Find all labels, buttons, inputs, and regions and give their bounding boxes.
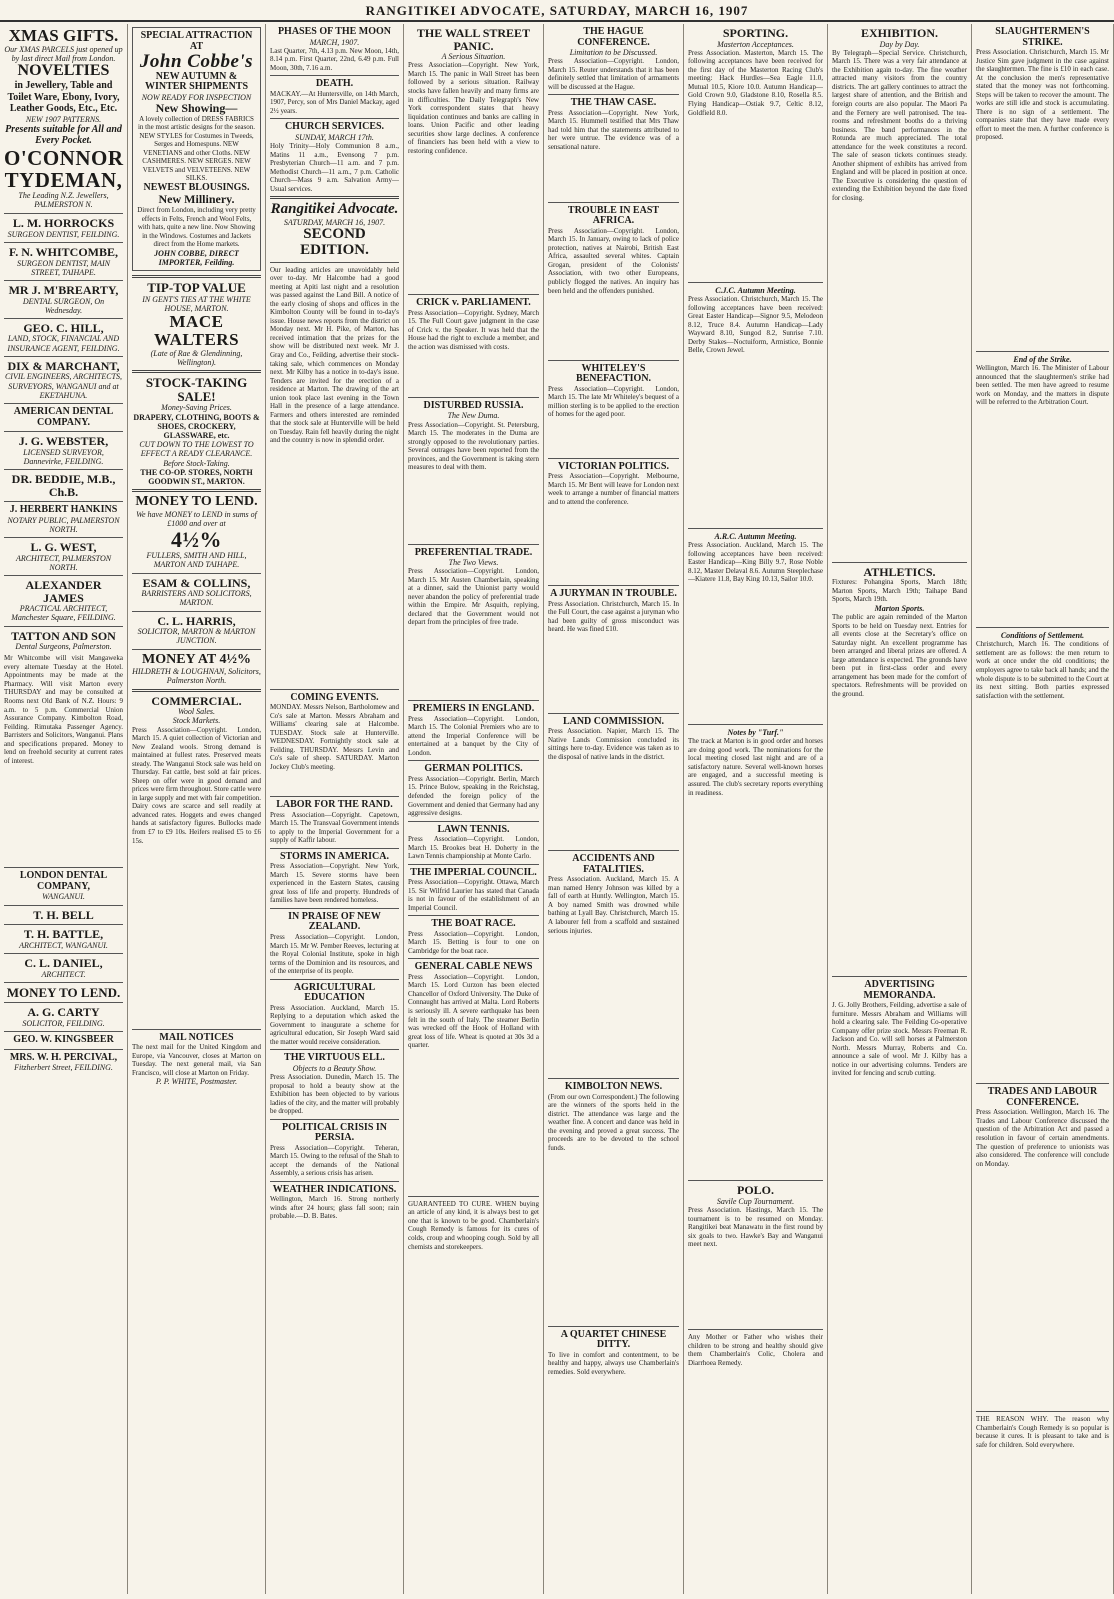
- kingsbeer-name: GEO. W. KINGSBEER: [13, 1034, 114, 1046]
- virtuous-ell-subtitle: Objects to a Beauty Show.: [292, 1063, 377, 1073]
- polo-subtitle: Savile Cup Tournament.: [716, 1196, 795, 1206]
- battle-name: T. H. BATTLE,: [23, 927, 104, 942]
- whiteley-body: Press Association—Copyright. London, March 15. The late Mr Whiteley's bequest of a million sterling is to be applied to the erection of homes for the aged poor.: [548, 384, 679, 419]
- turf-notes-body: The track at Marton is in good order and horses are doing good work. The nominations for the local meeting closed last night and are of a satisfactory nature. Several well-known horses are engaged, and a successful meeting is assured. The club's secretary reports everything in readiness.: [688, 737, 823, 797]
- london-dental-name: LONDON DENTAL COMPANY,: [19, 870, 108, 892]
- interest-rate-firm: FULLERS, SMITH AND HILL, MARTON AND TAIHAPE.: [146, 551, 247, 570]
- polo-body: Press Association. Hastings, March 15. The tournament is to be resumed on Monday. Rangitikei beat Manawatu in the first round by six goals to two. Hawke's Bay and Wanganui meet next.: [688, 1206, 823, 1249]
- blousings-heading: NEWEST BLOUSINGS.: [143, 181, 250, 193]
- advertising-memoranda-body: J. G. Jolly Brothers, Feilding, advertise a sale of furniture. Messrs Abraham and Williams will hold a clearing sale. The Feilding Co-operative Company offer prize stock. Messrs Freeman R. Jackson and Co. will sell horses at Palmerston North. Messrs Murray, Roberts and Co. announce a sale of wool. Mr J. Kilby has a notice in our advertising columns. Tenders are invited for fencing and scrub cutting.: [832, 1001, 967, 1078]
- presents-text: Presents suitable for All and Every Pocket.: [5, 123, 122, 147]
- esam-collins-subtitle: BARRISTERS AND SOLICITORS, MARTON.: [141, 589, 252, 608]
- money-to-lend: MONEY TO LEND.: [6, 984, 121, 1000]
- hankins-subtitle: NOTARY PUBLIC, PALMERSTON NORTH.: [7, 515, 120, 534]
- conditions-heading: Conditions of Settlement.: [1000, 631, 1085, 641]
- wall-street-body: Press Association—Copyright. New York, March 15. The panic in Wall Street has been followed by a serious situation. Railway stocks have fallen heavily and many firms are in difficulties. The Daily Telegraph's New York correspondent states that heavy liquidation continues and banks are calling in loans. Union Pacific and other leading securities show large declines. A conference of financiers has been held with a view to restoring confidence.: [408, 61, 539, 155]
- stock-taking-heading: STOCK-TAKING SALE!: [145, 375, 248, 404]
- col1-body-text: Mr Whitcombe will visit Mangaweka every alternate Tuesday at the Hotel. Appointments may be made at the Pharmacy. Will visit Marton every THURSDAY and may be consulted at Rooms next Old Bank of N.Z. Hours: 9 a.m. to 5 p.m. Commercial Union Assurance Company. Kimbolton Road, Feilding. Rimutaka Passenger Agency. Barristers and Solicitors, Wanganui. Plans and specifications prepared. Money to lend on freehold security at current rates of interest.: [4, 654, 123, 765]
- kimbolton-news-body: (From our own Correspondent.) The following are the winners of the sports held in the district. The attendance was large and the weather fine. A concert and dance was held in the evening and proved a great success. The proceeds are to be devoted to the school funds.: [548, 1092, 679, 1152]
- daniel-name: C. L. DANIEL,: [24, 955, 103, 970]
- chinese-ditty-heading: A QUARTET CHINESE DITTY.: [560, 1328, 667, 1351]
- coming-events-body: MONDAY. Messrs Nelson, Bartholomew and Co's sale at Marton. Messrs Abraham and Williams' clearing sale at Halcombe. TUESDAY. Stock sale at Hunterville. WEDNESDAY. Fortnightly stock sale at Feilding. THURSDAY. Messrs Levin and Co's sale of sheep. SATURDAY. Marton Jockey Club's meeting.: [270, 703, 399, 771]
- special-attraction: SPECIAL ATTRACTION AT: [140, 30, 253, 52]
- cobbe-address: JOHN COBBE, DIRECT IMPORTER, Feilding.: [154, 248, 239, 267]
- wall-street-heading: THE WALL STREET PANIC.: [416, 26, 531, 53]
- stock-taking-subtitle: Money-Saving Prices.: [161, 403, 232, 413]
- new-patterns: NEW 1907 PATTERNS.: [25, 114, 102, 124]
- virtuous-ell-heading: THE VIRTUOUS ELL.: [284, 1052, 385, 1064]
- accidents-heading: ACCIDENTS AND FATALITIES.: [572, 853, 655, 875]
- thaw-case-heading: THE THAW CASE.: [570, 97, 657, 109]
- victorian-politics-body: Press Association—Copyright. Melbourne, March 15. Mr Bent will leave for London next week to arrange a number of financial matters and to attend the conference.: [548, 472, 679, 506]
- interest-rate: 4½%: [171, 527, 222, 553]
- general-cable-body: Press Association—Copyright. London, March 15. Lord Curzon has been elected Chancellor of Oxford University. The Duke of Connaught has arrived at Malta. Lord Roberts is seriously ill. A severe earthquake has been felt in the south of Italy. The steamer Berlin was wrecked off the Hook of Holland with great loss of life. Wheat is quoted at 30s 3d a quarter.: [408, 972, 539, 1050]
- column-exhibition: [828, 24, 972, 1594]
- boat-race-heading: THE BOAT RACE.: [431, 918, 516, 930]
- xmas-gifts-body: Our XMAS PARCELS just opened up by last direct Mail from London.: [4, 44, 123, 64]
- cobbe-body-1: A lovely collection of DRESS FABRICS in the most artistic designs for the season. NEW STYLES for Costumes in Tweeds, Serges and Homespuns. NEW VENETIANS and other Cloths. NEW CASHMERES. NEW SERGES. NEW VELVETS and VELVETEENS. NEW SILKS.: [137, 114, 256, 183]
- masthead: RANGITIKEI ADVOCATE, SATURDAY, MARCH 16, 1907: [0, 0, 1114, 22]
- postmaster-signature: P. P. WHITE, Postmaster.: [155, 1077, 238, 1087]
- persia-body: Press Association—Copyright. Teheran, March 15. Owing to the refusal of the Shah to accept the demands of the National Assembly, a serious crisis has arisen.: [270, 1143, 399, 1178]
- paper-title: Rangitikei Advocate.: [270, 201, 399, 218]
- inspection-note: NOW READY FOR INSPECTION: [141, 92, 252, 102]
- jewellery-text: in Jewellery, Table and Toilet Ware, Ebony, Ivory, Leather Goods, Etc., Etc.: [7, 80, 120, 115]
- east-africa-heading: TROUBLE IN EAST AFRICA.: [567, 204, 660, 227]
- column-hague-news: [544, 24, 684, 1594]
- hague-subtitle: Limitation to be Discussed.: [569, 48, 658, 57]
- percival-subtitle: Fitzherbert Street, FEILDING.: [14, 1063, 113, 1073]
- james-subtitle: PRACTICAL ARCHITECT, Manchester Square, FEILDING.: [11, 604, 116, 623]
- victorian-politics-heading: VICTORIAN POLITICS.: [558, 460, 669, 472]
- hill-subtitle: LAND, STOCK, FINANCIAL AND INSURANCE AGENT, FEILDING.: [7, 334, 120, 353]
- new-showing-heading: New Showing—: [155, 101, 238, 116]
- john-cobbe-title: John Cobbe's: [139, 51, 254, 72]
- dix-marchant-subtitle: CIVIL ENGINEERS, ARCHITECTS, SURVEYORS, WANGANUI and at EKETAHUNA.: [4, 372, 123, 400]
- weather-heading: WEATHER INDICATIONS.: [272, 1183, 397, 1195]
- death-heading: DEATH.: [315, 78, 354, 90]
- death-notice: MACKAY.—At Huntersville, on 14th March, 1907, Percy, son of Mrs Daniel Mackay, aged 2½ years.: [270, 89, 399, 115]
- money-at-rate-firm: HILDRETH & LOUGHNAN, Solicitors, Palmerston North.: [132, 667, 261, 686]
- praise-nz-heading: IN PRAISE OF NEW ZEALAND.: [288, 910, 381, 933]
- advertising-memoranda-heading: ADVERTISING MEMORANDA.: [863, 979, 936, 1001]
- trades-labour-heading: TRADES AND LABOUR CONFERENCE.: [987, 1086, 1098, 1108]
- mace-walters-name: MACE WALTERS: [153, 312, 240, 349]
- kimbolton-news-heading: KIMBOLTON NEWS.: [564, 1081, 663, 1093]
- money-to-lend-heading: MONEY TO LEND.: [135, 494, 258, 510]
- carty-subtitle: SOLICITOR, FEILDING.: [22, 1018, 105, 1028]
- east-africa-body: Press Association—Copyright. London, March 15. In January, owing to lack of police protection, natives at Nairobi, British East Africa, assaulted several whites. Captain Grogan, president of the Colonists' Association, with two other Europeans, publicly flogged the natives. An inquiry has been held and the offenders punished.: [548, 226, 679, 295]
- tatton-name: TATTON AND SON: [11, 628, 116, 643]
- thaw-case-body: Press Association—Copyright. New York, March 15. Hummell testified that Mrs Thaw had told him that the statements attributed to her were untrue. The evidence was of a sensational nature.: [548, 108, 679, 151]
- land-commission-body: Press Association. Napier, March 15. The Native Lands Commission concluded its sittings here to-day. Evidence was taken as to the disposal of native lands in the district.: [548, 727, 679, 761]
- premiers-body: Press Association—Copyright. London, March 15. The Colonial Premiers who are to attend the Imperial Conference will be entertained at a banquet by the City of London.: [408, 714, 539, 757]
- tatton-subtitle: Dental Surgeons, Palmerston.: [15, 642, 112, 652]
- premiers-heading: PREMIERS IN ENGLAND.: [412, 703, 535, 715]
- mbearty-name: MR J. M'BREARTY,: [8, 282, 119, 297]
- sporting-heading: SPORTING.: [722, 26, 789, 40]
- mail-notices-body: The next mail for the United Kingdom and Europe, via Vancouver, closes at Marton on Tuesday. The next general mail, via San Francisco, will close at Marton on Friday.: [132, 1043, 261, 1077]
- tiptop-subtitle: IN GENT'S TIES AT THE WHITE HOUSE, MARTON.: [142, 294, 251, 313]
- storms-america-body: Press Association—Copyright. New York, March 15. Severe storms have been experienced in the Eastern States, causing great loss of life and property. Hundreds of families have been rendered homeless.: [270, 862, 399, 905]
- masterton-acceptances: Masterton Acceptances.: [717, 39, 794, 49]
- west-name: L. G. WEST,: [30, 540, 97, 555]
- agricultural-education-body: Press Association. Auckland, March 15. Replying to a deputation which asked the Government to inaugurate a scheme for agricultural education, Sir Joseph Ward said the matter would receive consideration.: [270, 1003, 399, 1046]
- labor-rand-heading: LABOR FOR THE RAND.: [276, 799, 393, 811]
- percival-name: MRS. W. H. PERCIVAL,: [9, 1051, 118, 1063]
- imperial-council-body: Press Association—Copyright. Ottawa, March 15. Sir Wilfrid Laurier has stated that Canada is not in favour of the establishment of an Imperial Council.: [408, 878, 539, 912]
- juryman-heading: A JURYMAN IN TROUBLE.: [550, 588, 677, 600]
- coop-address: THE CO-OP. STORES, NORTH GOODWIN ST., MARTON.: [140, 467, 253, 486]
- horrocks-subtitle: SURGEON DENTIST, FEILDING.: [7, 229, 120, 239]
- land-commission-heading: LAND COMMISSION.: [562, 715, 665, 727]
- column-cable-news: [404, 24, 544, 1594]
- hague-body: Press Association—Copyright. London, March 15. Reuter understands that it has been definitely settled that limitation of armaments will be discussed at the Hague.: [548, 57, 679, 91]
- athletics-heading: ATHLETICS.: [863, 564, 936, 579]
- russia-body: Press Association—Copyright. St. Petersburg, March 15. The moderates in the Duma are strongly opposed to the revolutionary parties. Several outrages have been reported from the provinces, and the Government is taking stern measures to deal with them.: [408, 420, 539, 472]
- german-politics-body: Press Association—Copyright. Berlin, March 15. Prince Bulow, speaking in the Reichstag, defended the foreign policy of the Government and denied that Germany had any aggressive designs.: [408, 774, 539, 818]
- crick-heading: CRICK v. PARLIAMENT.: [416, 297, 531, 309]
- cough-remedy-ad: GUARANTEED TO CURE. WHEN buying an article of any kind, it is always best to get one that is known to be good. Chamberlain's Cough Remedy is famous for its cures of colds, croup and whooping cough. Sold by all chemists and storekeepers.: [408, 1199, 539, 1251]
- accidents-body: Press Association. Auckland, March 15. A man named Henry Johnson was killed by a fall of earth at Huntly. Wellington, March 15. A boy named Smith was drowned while bathing at Lyall Bay. Christchurch, March 15. A labourer fell from a scaffold and sustained serious injuries.: [548, 875, 679, 935]
- marton-sports-body: The public are again reminded of the Marton Sports to be held on Tuesday next. Entries for all events close at the Secretary's office on Saturday night. An excellent programme has been arranged and liberal prizes are offered. A large attendance is expected. The grounds have been put in first-class order and every arrangement has been made for the comfort of spectators. Refreshments will be provided on the ground.: [832, 613, 967, 698]
- crick-body: Press Association—Copyright. Sydney, March 15. The Full Court gave judgment in the case of Crick v. the Speaker. It was held that the House had the right to exclude a member, and the action was dismissed with costs.: [408, 308, 539, 351]
- german-politics-heading: GERMAN POLITICS.: [424, 763, 523, 775]
- wool-sales-heading: Wool Sales.: [177, 707, 216, 717]
- conditions-body: Christchurch, March 16. The conditions of settlement are as follows: the men return to work at once under the old conditions; the employers agree to take back all hands; and the whole dispute is to be submitted to the Court at its next sitting. Both parties expressed satisfaction with the settlement.: [976, 640, 1109, 700]
- chinese-ditty-body: To live in comfort and contentment, to be healthy and happy, always use Chamberlain's remedies. Sold everywhere.: [548, 1350, 679, 1376]
- church-services-date: SUNDAY, MARCH 17th.: [295, 132, 374, 142]
- colic-remedy-ad: Any Mother or Father who wishes their children to be strong and healthy should give them Chamberlain's Colic, Cholera and Diarrhoea Remedy.: [688, 1333, 823, 1367]
- storms-america-heading: STORMS IN AMERICA.: [280, 850, 389, 862]
- virtuous-ell-body: Press Association. Dunedin, March 15. The proposal to hold a beauty show at the Exhibition has been objected to by various ladies of the city, and the matter will probably be dropped.: [270, 1072, 399, 1116]
- moon-phases-month: MARCH, 1907.: [309, 37, 360, 47]
- persia-heading: POLITICAL CRISIS IN PERSIA.: [281, 1121, 388, 1144]
- end-of-strike-body: Wellington, March 16. The Minister of Labour announced that the slaughtermen's strike had been settled. The men have agreed to resume work on Monday, and the matters in dispute will be referred to the Arbitration Court.: [976, 364, 1109, 407]
- whitcombe-name: F. N. WHITCOMBE,: [8, 244, 119, 259]
- strike-body: Press Association. Christchurch, March 15. Mr Justice Sim gave judgment in the case against the slaughtermen. The fine is £10 in each case. At the conclusion the men's representative stated that the money was not forthcoming. Steps will be taken to recover the amount. The works are still idle and stock is accumulating. There is no sign of a settlement. The companies state that they have made every effort to meet the men. A further conference is proposed.: [976, 48, 1109, 142]
- column-labour: [972, 24, 1114, 1594]
- column-editorial: [266, 24, 404, 1594]
- moon-phases-body: Last Quarter, 7th, 4.13 p.m. New Moon, 14th, 8.14 p.m. First Quarter, 22nd, 6.49 p.m. Full Moon, 30th, 7.16 a.m.: [270, 46, 399, 72]
- cjc-body: Press Association. Christchurch, March 15. The following acceptances have been received: Great Easter Handicap—Signor 9.5, Melodeon 8.12, Truce 8.4. Autumn Handicap—Lady Wayward 8.10, Sungod 8.2, Sunrise 7.10. Derby Stakes—Noctuiform, Armistice, Bonnie Belle, Crown Jewel.: [688, 294, 823, 355]
- tiptop-heading: TIP-TOP VALUE: [147, 280, 246, 296]
- preferential-subtitle: The Two Views.: [448, 558, 499, 568]
- webster-name: J. G. WEBSTER,: [18, 434, 109, 449]
- mace-walters-subtitle: (Late of Rae & Glendinning, Wellington).: [150, 348, 243, 367]
- general-cable-heading: GENERAL CABLE NEWS: [414, 961, 533, 973]
- arc-body: Press Association. Auckland, March 15. The following acceptances have been received: Easter Handicap—King Billy 9.7, Rose Noble 8.12, Master Delaval 8.6. Autumn Steeplechase—Kiatere 11.8, Bay King 10.13, Sailor 10.0.: [688, 541, 823, 584]
- exhibition-subtitle: Day by Day.: [879, 39, 920, 49]
- column-advertisements-left: [0, 24, 128, 1594]
- west-subtitle: ARCHITECT, PALMERSTON NORTH.: [15, 553, 112, 572]
- commercial-body: Press Association—Copyright. London, March 15. A quiet collection of Victorian and New Zealand wools. Strong demand is maintained at fullest rates. Preserved meats steady. The Wanganui Stock sale was held on Thursday. Fat cattle, best sold at fair prices. Sheep on offer were in good demand and prices were firm throughout. Store cattle were in large supply and met with fair competition. Dairy cows are scarce and sell readily at advanced rates. Hoggets and ewes changed hands at satisfactory figures. Bullocks made from £7 to £9 10s. Heifers realised £5 to £6 15s.: [132, 725, 261, 845]
- dix-marchant-name: DIX & MARCHANT,: [7, 358, 120, 373]
- arc-heading: A.R.C. Autumn Meeting.: [714, 531, 797, 541]
- novelties-heading: NOVELTIES: [17, 62, 110, 80]
- polo-heading: POLO.: [736, 1183, 774, 1198]
- athletics-body: Fixtures: Pohangina Sports, March 18th; Marton Sports, March 19th; Taihape Band Sports, March 19th.: [832, 578, 967, 604]
- firm-subtitle: The Leading N.Z. Jewellers, PALMERSTON N.: [18, 190, 109, 209]
- london-dental-subtitle: WANGANUI.: [42, 892, 85, 902]
- bell-name: T. H. BELL: [33, 907, 94, 922]
- whitcombe-subtitle: SURGEON DENTIST, MAIN STREET, TAIHAPE.: [17, 258, 110, 277]
- weather-body: Wellington, March 16. Strong northerly winds after 24 hours; glass fall soon; rain probable.—D. B. Bates.: [270, 1195, 399, 1221]
- money-at-rate: MONEY AT 4½%: [141, 651, 252, 667]
- editorial-body: Our leading articles are unavoidably held over to-day. Mr Halcombe had a good meeting at Apiti last night and a resolution was passed against the Land Bill. A notice of the early closing of shops and offices in the Kimbolton County will be found in to-day's issue. House news reports from the district on Monday next. Mr H. Pike, of Marton, has received intimation that the prizes for the show will be distributed next week. Mr J. Gray and Co., Feilding, advertise their stock-taking sale, which commences on Monday next. Mr Kilby has a notice in to-day's issue. Tenders are invited for the erection of a residence at Marton. The drawing of the art union took place last evening in the Town Hall in the presence of a large attendance. Farmers and others interested are reminded that the stock sale at Hunterville will be held on Tuesday. Rain fell heavily during the night and the country is now in splendid order.: [270, 265, 399, 445]
- whiteley-heading: WHITELEY'S BENEFACTION.: [575, 362, 652, 385]
- horrocks-name: L. M. HORROCKS: [12, 216, 115, 231]
- strike-heading: SLAUGHTERMEN'S STRIKE.: [995, 26, 1090, 48]
- lawn-tennis-body: Press Association—Copyright. London, March 15. Brookes beat H. Doherty in the Lawn Tennis championship at Monte Carlo.: [408, 835, 539, 861]
- masterton-body: Press Association. Masterton, March 15. The following acceptances have been received for the first day of the Masterton Racing Club's meeting: Hack Hurdles—Sea Eagle 11.0, Mutual 10.5, Kiore 10.0. Autumn Handicap—Gold Crown 9.0, Gladstone 8.10, Rosella 8.5. Flying Handicap—Ostiak 9.7, Celtic 8.12, Goldfield 8.0.: [688, 48, 823, 117]
- second-edition: SECOND EDITION.: [300, 226, 369, 258]
- mbearty-subtitle: DENTAL SURGEON, On Wednesday.: [22, 296, 105, 315]
- autumn-winter-heading: NEW AUTUMN & WINTER SHIPMENTS: [144, 70, 249, 93]
- marton-sports-heading: Marton Sports.: [874, 603, 925, 613]
- juryman-body: Press Association. Christchurch, March 15. In the Full Court, the case against a juryman who had been guilty of gross misconduct was heard. He was fined £10.: [548, 599, 679, 634]
- xmas-gifts-title: XMAS GIFTS.: [8, 26, 119, 45]
- james-name: ALEXANDER JAMES: [25, 578, 102, 605]
- end-of-strike-heading: End of the Strike.: [1013, 355, 1072, 364]
- harris-subtitle: SOLICITOR, MARTON & MARTON JUNCTION.: [137, 627, 256, 646]
- webster-subtitle: LICENSED SURVEYOR, Dannevirke, FEILDING.: [23, 447, 104, 466]
- battle-subtitle: ARCHITECT, WANGANUI.: [19, 940, 108, 950]
- esam-collins-name: ESAM & COLLINS,: [142, 575, 251, 590]
- firm-name-oconnor: O'CONNOR: [4, 145, 124, 170]
- exhibition-heading: EXHIBITION.: [860, 26, 939, 40]
- trades-labour-body: Press Association. Wellington, March 16. The Trades and Labour Conference discussed the question of the Arbitration Act and passed a resolution in favour of certain amendments. The question of preference to unionists was also considered. The conference will conclude on Monday.: [976, 1108, 1109, 1168]
- american-dental-name: AMERICAN DENTAL COMPANY.: [13, 406, 114, 428]
- hill-name: GEO. C. HILL,: [23, 320, 104, 335]
- cut-down-text: CUT DOWN TO THE LOWEST TO EFFECT A READY CLEARANCE. Before Stock-Taking.: [139, 440, 254, 468]
- cobbe-body-2: Direct from London, including very pretty effects in Felts, French and Wool Felts, with hats, quite a new line. Now Showing in the Windows. Costumes and Jackets direct from the Home markets.: [137, 206, 256, 249]
- russia-heading: DISTURBED RUSSIA.: [423, 399, 524, 411]
- mail-notices-heading: MAIL NOTICES: [159, 1031, 234, 1043]
- exhibition-body: By Telegraph—Special Service. Christchurch, March 15. There was a very fair attendance at the Exhibition again to-day. The fine weather attracted many visitors from the country districts. The art gallery continues to attract the largest share of attention, and the British and foreign courts are also popular. The Maori Pa and the Fernery are well patronised. The tea-rooms and refreshment booths do a thriving business. The band performances in the Rotunda are much appreciated. The total attendance for the week constitutes a record. The sale of season tickets continues steady. Another shipment of exhibits has arrived from England and will be placed in position at once. The Executive is considering the question of extending the Exhibition beyond the date fixed for closing.: [832, 48, 967, 202]
- turf-notes-heading: Notes by "Turf.": [727, 728, 784, 738]
- cjc-heading: C.J.C. Autumn Meeting.: [715, 285, 796, 295]
- wall-street-subtitle: A Serious Situation.: [441, 52, 506, 62]
- beddie-name: DR. BEDDIE, M.B., Ch.B.: [11, 471, 116, 499]
- hankins-name: J. HERBERT HANKINS: [9, 504, 118, 516]
- money-to-lend-body: We have MONEY to LEND in sums of £1000 and over at: [136, 509, 257, 529]
- praise-nz-body: Press Association—Copyright. London, March 15. Mr W. Pember Reeves, lecturing at the Royal Colonial Institute, spoke in high terms of the Dominion and its resources, and of the enterprise of its people.: [270, 932, 399, 976]
- moon-phases-heading: PHASES OF THE MOON: [277, 26, 392, 37]
- column-advertisements-second: [128, 24, 266, 1594]
- russia-subtitle: The New Duma.: [447, 411, 500, 421]
- millinery-heading: New Millinery.: [158, 192, 235, 207]
- boat-race-body: Press Association—Copyright. London, March 15. Betting is four to one on Cambridge for the boat race.: [408, 929, 539, 955]
- preferential-heading: PREFERENTIAL TRADE.: [414, 546, 533, 558]
- commercial-heading: COMMERCIAL.: [151, 693, 242, 708]
- hague-heading: THE HAGUE CONFERENCE.: [577, 26, 650, 48]
- stock-markets-heading: Stock Markets.: [172, 716, 221, 726]
- reason-why-ad: THE REASON WHY. The reason why Chamberlain's Cough Remedy is so popular is because it cures. It is pleasant to take and is safe for children. Sold everywhere.: [976, 1415, 1109, 1449]
- preferential-body: Press Association—Copyright. London, March 15. Mr Austen Chamberlain, speaking at a dinner, said the Unionist party would never abandon the policy of preferential trade within the Empire. Mr Asquith, replying, declared that the Government would not depart from the principles of free trade.: [408, 567, 539, 627]
- paper-date: SATURDAY, MARCH 16, 1907.: [283, 218, 386, 227]
- church-services-heading: CHURCH SERVICES.: [284, 121, 385, 133]
- imperial-council-heading: THE IMPERIAL COUNCIL.: [410, 866, 537, 878]
- coming-events-heading: COMING EVENTS.: [290, 691, 379, 703]
- lawn-tennis-heading: LAWN TENNIS.: [437, 823, 510, 835]
- firm-name-tydeman: TYDEMAN,: [4, 167, 123, 192]
- harris-name: C. L. HARRIS,: [157, 613, 236, 628]
- daniel-subtitle: ARCHITECT.: [41, 969, 86, 979]
- church-services-body: Holy Trinity—Holy Communion 8 a.m., Matins 11 a.m., Evensong 7 p.m. Presbyterian Church—11 a.m. and 7 p.m. Methodist Church—11 a.m., 7 p.m. Catholic Church—Mass 9 a.m. Salvation Army—Usual services.: [270, 142, 399, 193]
- labor-rand-body: Press Association—Copyright. Capetown, March 15. The Transvaal Government intends to apply to the Imperial Government for a supply of Kaffir labour.: [270, 810, 399, 845]
- drapery-list: DRAPERY, CLOTHING, BOOTS & SHOES, CROCKERY, GLASSWARE, etc.: [133, 412, 260, 441]
- carty-name: A. G. CARTY: [27, 1005, 100, 1020]
- column-sporting: [684, 24, 828, 1594]
- agricultural-education-heading: AGRICULTURAL EDUCATION: [293, 981, 376, 1004]
